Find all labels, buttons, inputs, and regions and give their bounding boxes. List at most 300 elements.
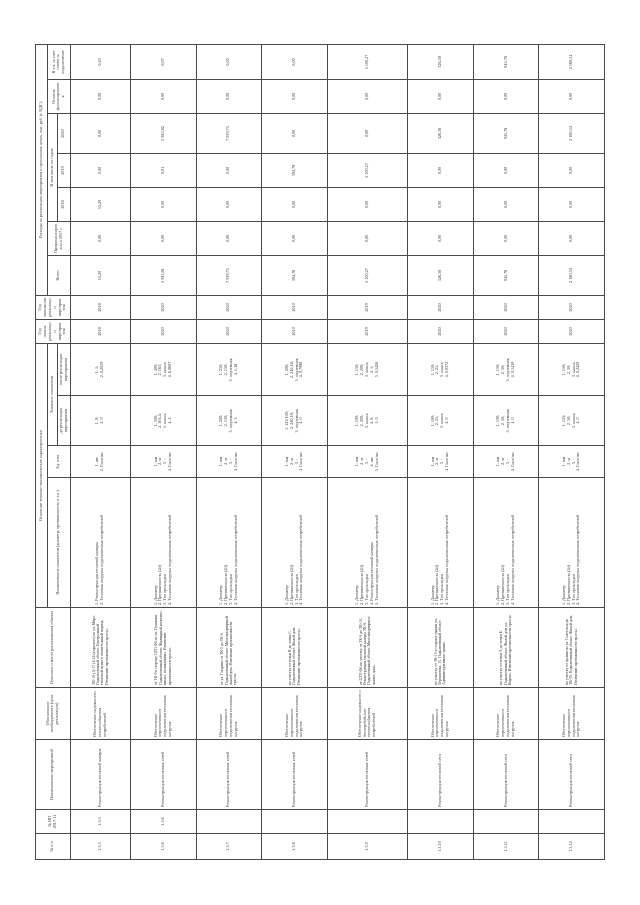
cell-unit	[70, 446, 130, 478]
cell-unit	[196, 446, 262, 478]
cell-total: 5 100,27	[327, 255, 407, 295]
cell-code	[327, 810, 407, 834]
cell-fin_before: 0,00	[262, 221, 328, 255]
cell-line: 3. подземная;	[227, 408, 233, 433]
cell-v2019: 0,00	[70, 153, 130, 187]
cell-line: 3. подземная;	[504, 408, 510, 433]
table-row	[327, 44, 407, 859]
cell-line: 4. 0	[298, 417, 304, 424]
cell-line: 3. Тип прокладки	[363, 574, 369, 605]
cell-line: 4. Тепловая нагрузка подключенных потребителей	[298, 514, 304, 605]
cell-v2020: 2 180,54	[539, 113, 605, 153]
cell-desc: от ТК-9 в сторону ЦТП Ф6 по ул. Пушкина. Подключенный объект: Жилищный комплекс, школа, поликлиника. Изменение протяженности трассы.	[130, 608, 196, 688]
cell-line: 3. Тип прокладки	[227, 574, 233, 605]
cell-num: 1.3.12	[539, 834, 605, 860]
cell-line: 4. Гкал/час	[509, 451, 515, 472]
cell-line: 1. мм	[283, 456, 289, 467]
header-objective: Обоснование необходимости (цель реализации)	[36, 688, 71, 740]
cell-fin_before: 0,00	[130, 221, 196, 255]
cell-unit	[539, 446, 605, 478]
cell-end: 2020	[473, 295, 539, 319]
cell-line: 2. 0,2059	[99, 361, 105, 378]
cell-line: 2. 240,18;	[288, 412, 294, 429]
cell-code: 1.3.3	[70, 810, 130, 834]
cell-fin_before: 0,00	[327, 221, 407, 255]
cell-v2020: 0,00	[327, 113, 407, 153]
header-num: № п/п	[36, 834, 71, 860]
cell-after	[327, 343, 407, 395]
cell-num: 1.3.7	[196, 834, 262, 860]
cell-start: 2019	[327, 319, 407, 343]
cell-line: 1. 125/100;	[283, 410, 289, 431]
cell-after	[70, 343, 130, 395]
cell-line: 4. Тепловая нагрузка подключенных потребителей	[575, 514, 581, 605]
cell-line: 3. канал;	[439, 412, 445, 429]
cell-total: 53,20	[70, 255, 130, 295]
cell-obj: Обеспечение перспективного подключения тепловых нагрузок	[407, 688, 473, 740]
cell-code	[262, 810, 328, 834]
cell-after	[473, 343, 539, 395]
cell-line: 2. 150;	[223, 363, 229, 376]
cell-total: 326,58	[407, 255, 473, 295]
cell-ind	[539, 478, 605, 608]
cell-line: 1. шт.	[94, 456, 100, 467]
cell-line: 1. мм	[495, 456, 501, 467]
cell-line: 2. Протяженность (2d)	[434, 564, 440, 605]
cell-line: 4. 0,0372	[444, 361, 450, 378]
cell-line: 1. 100;	[354, 414, 360, 427]
cell-num: 1.3.3	[70, 834, 130, 860]
cell-desc: от ЦТП-Ф6 по участку от ТК-9 до ТК-10. Реконструкция тепловой камеры ТК-9. Подключенный объект: Многоквартирные жилые дома.	[327, 608, 407, 688]
cell-line: 4. Тепловая нагрузка подключенных потребителей	[232, 514, 238, 605]
cell-obj: Обеспечение перспективного подключения тепловых нагрузок	[262, 688, 328, 740]
cell-tariff: 0,00	[262, 44, 328, 79]
cell-line: 2. 30;	[565, 364, 571, 375]
header-end-year: Год окончания реализации мероприятия	[36, 295, 71, 319]
cell-line: 4. Гкал/час	[298, 451, 304, 472]
cell-end: 2020	[130, 295, 196, 319]
cell-unit	[327, 446, 407, 478]
cell-line: 3. -	[570, 458, 576, 465]
cell-line: 3. -	[439, 458, 445, 465]
cell-line: 4. Гкал/час	[444, 451, 450, 472]
cell-obj: Обеспечение перспективного подключения тепловых нагрузок	[539, 688, 605, 740]
cell-line: 1. 150;	[429, 363, 435, 376]
cell-line: 2. 163,4;	[157, 413, 163, 428]
cell-line: 1. мм	[560, 456, 566, 467]
cell-before	[539, 396, 605, 446]
cell-line: 1. Диаметр	[283, 585, 289, 605]
cell-start: 2020	[473, 319, 539, 343]
cell-line: 3. -	[227, 458, 233, 465]
cell-line: 3. Тип прокладки	[439, 574, 445, 605]
cell-line: 4. Тепловая нагрузка подключенных потребителей	[509, 514, 515, 605]
table-row	[196, 44, 262, 859]
header-group-years: В том числе по годам	[48, 113, 58, 221]
header-code: № ИП 2017-11	[36, 810, 71, 834]
cell-line: 2. 200;	[359, 414, 365, 427]
cell-line: 2. Тепловая нагрузка подключенных потребителей	[99, 514, 105, 605]
cell-line: 2. 21;	[434, 415, 440, 426]
cell-line: 1. 1;	[94, 365, 100, 374]
cell-line: 3. подземная;	[293, 408, 299, 433]
header-year-2018: 2018	[58, 187, 71, 221]
cell-line: 5. Гкал/час	[373, 451, 379, 472]
cell-start: 2020	[407, 319, 473, 343]
cell-line: 4. 6,0607	[167, 361, 172, 378]
cell-obj: Обеспечение перспективного подключения тепловых нагрузок	[130, 688, 196, 740]
cell-v2020: 326,58	[407, 113, 473, 153]
cell-fin_before: 0,00	[539, 221, 605, 255]
cell-v2020: 945,78	[473, 113, 539, 153]
cell-line: 2. 0	[99, 417, 105, 424]
cell-before	[473, 396, 539, 446]
header-after: после реализации мероприятия	[58, 343, 71, 395]
cell-line: 1. 100;	[495, 414, 501, 427]
cell-fin_before: 0,00	[473, 221, 539, 255]
cell-line: 1. 500;	[152, 414, 158, 427]
table-header	[36, 44, 71, 859]
cell-total: 2 180,54	[539, 255, 605, 295]
cell-line: 4. Тепловая нагрузка подключенных потребителей	[167, 514, 172, 605]
cell-end: 2019	[327, 295, 407, 319]
cell-end: 2019	[262, 295, 328, 319]
cell-num: 1.3.10	[407, 834, 473, 860]
cell-line: 4. Тепловая нагрузка подключенных потребителей	[444, 514, 450, 605]
cell-remain: 0,00	[327, 79, 407, 113]
cell-remain: 0,00	[539, 79, 605, 113]
cell-end: 2020	[407, 295, 473, 319]
cell-line: 2. м	[565, 458, 571, 465]
cell-line: 4. Реконструкция тепловой камеры	[368, 542, 374, 605]
header-total: Всего	[48, 255, 71, 295]
cell-name: Реконструкция тепловых сетей	[196, 740, 262, 810]
cell-v2018: 53,20	[70, 187, 130, 221]
cell-after	[539, 343, 605, 395]
cell-unit	[130, 446, 196, 478]
cell-remain: 0,00	[407, 79, 473, 113]
cell-desc: по участку от ТК-15 в сторону здания ул. Лермонтова, 15. Подключенный объект: Административное здание.	[407, 608, 473, 688]
header-year-2020: 2020	[58, 113, 71, 153]
cell-code	[539, 810, 605, 834]
cell-line: 1. Диаметр	[152, 585, 158, 605]
cell-ind	[407, 478, 473, 608]
cell-line: 2. 21;	[434, 364, 440, 375]
header-description: Описание и место расположения объекта	[36, 608, 71, 688]
cell-num: 1.3.6	[130, 834, 196, 860]
cell-remain: 0,00	[196, 79, 262, 113]
cell-num: 1.3.9	[327, 834, 407, 860]
cell-before	[407, 396, 473, 446]
cell-tariff: 945,78	[473, 44, 539, 79]
cell-name: Реконструкция тепловых сетей	[262, 740, 328, 810]
cell-line: 1. 400;	[152, 363, 158, 376]
cell-tariff: 326,58	[407, 44, 473, 79]
cell-total: 7 919,75	[196, 255, 262, 295]
investment-table	[35, 44, 605, 860]
cell-line: 3. подземная;	[227, 357, 233, 382]
cell-v2019: 0,00	[473, 153, 539, 187]
cell-line: 3. подземная;	[293, 357, 299, 382]
cell-line: 1. мм	[218, 456, 224, 467]
cell-line: 3. канал;	[162, 412, 168, 429]
cell-line: 1. 150;	[495, 363, 501, 376]
cell-start: 2019	[262, 319, 328, 343]
header-fin-before: Профинансировано к 2017 г.	[48, 221, 71, 255]
cell-line: 2. Протяженность (2d)	[157, 564, 163, 605]
cell-start: 2018	[70, 319, 130, 343]
header-unit: Ед. изм.	[48, 446, 71, 478]
header-name: Наименование мероприятий	[36, 740, 71, 810]
cell-total: 5 943,81	[130, 255, 196, 295]
cell-line: 2. 50;	[500, 364, 506, 375]
header-tariff: В т.ч. за счет платы за подключение	[48, 44, 71, 79]
header-indicator: Наименование показателя (диаметр, протяженность и т.п.)	[48, 478, 71, 608]
cell-tariff: 2 180,54	[539, 44, 605, 79]
cell-line: 3. Тип прокладки	[162, 574, 168, 605]
cell-v2019: 5 100,27	[327, 153, 407, 187]
cell-end: 2020	[196, 295, 262, 319]
cell-line: 2. м	[288, 458, 294, 465]
cell-end: 2018	[70, 295, 130, 319]
cell-v2019: 0,00	[539, 153, 605, 187]
cell-line: 1. Диаметр	[495, 585, 501, 605]
cell-total: 394,78	[262, 255, 328, 295]
cell-line: 1. 150;	[560, 363, 566, 376]
cell-line: 2. 150;	[223, 414, 229, 427]
cell-name: Реконструкция тепловых сетей	[327, 740, 407, 810]
cell-start: 2020	[196, 319, 262, 343]
cell-line: 2. 163;	[157, 363, 163, 376]
table-row	[539, 44, 605, 859]
cell-line: 3. канал;	[363, 361, 369, 378]
header-before: до реализации мероприятия	[58, 396, 71, 446]
cell-name: Реконструкция тепловой сети	[407, 740, 473, 810]
cell-line: 4. 0	[575, 417, 581, 424]
cell-line: 3. Тип прокладки	[504, 574, 510, 605]
cell-name: Реконструкция тепловой сети	[539, 740, 605, 810]
cell-v2018: 0,00	[262, 187, 328, 221]
cell-v2020: 7 919,75	[196, 113, 262, 153]
cell-line: 1. 200;	[218, 414, 224, 427]
cell-end: 2020	[539, 295, 605, 319]
table-row	[130, 44, 196, 859]
cell-code	[407, 810, 473, 834]
cell-line: 1. Диаметр	[429, 585, 435, 605]
cell-start: 2020	[130, 319, 196, 343]
cell-obj: Обеспечение перспективного подключения тепловых нагрузок	[473, 688, 539, 740]
cell-after	[407, 343, 473, 395]
cell-line: 3. подземная;	[504, 357, 510, 382]
cell-line: 3. канал;	[570, 361, 576, 378]
cell-line: 1. Диаметр	[354, 585, 360, 605]
header-start-year: Год начала реализации мероприятия	[36, 319, 71, 343]
cell-line: 1. Диаметр	[218, 585, 224, 605]
cell-name: Реконструкция тепловой сети	[473, 740, 539, 810]
cell-line: 4. Гкал/час	[575, 451, 581, 472]
cell-tariff: 0,07	[130, 44, 196, 79]
cell-fin_before: 0,00	[70, 221, 130, 255]
cell-tariff: 0,20	[70, 44, 130, 79]
cell-code: 1.3.6	[130, 810, 196, 834]
cell-line: 1. мм	[429, 456, 435, 467]
cell-line: 1. 200;	[283, 363, 289, 376]
cell-line: 4. 4	[167, 417, 172, 424]
cell-after	[196, 343, 262, 395]
cell-line: 5. Тепловая нагрузка подключенных потребителей	[373, 514, 379, 605]
cell-line: 3. Тип прокладки	[570, 574, 576, 605]
cell-line: 5. 0	[373, 417, 379, 424]
cell-num: 1.3.8	[262, 834, 328, 860]
cell-line: 4. 0	[444, 417, 450, 424]
cell-line: 1. Диаметр	[560, 585, 566, 605]
cell-line: 2. м	[157, 458, 163, 465]
cell-v2018: 0,00	[407, 187, 473, 221]
cell-v2018: 0,00	[327, 187, 407, 221]
cell-line: 2. Протяженность (2d)	[500, 564, 506, 605]
cell-v2020: 0,00	[262, 113, 328, 153]
cell-line: 4. 0,2420	[575, 361, 581, 378]
cell-line: 4. 1;	[368, 365, 374, 374]
cell-line: 1. 125;	[560, 414, 566, 427]
table-row	[262, 44, 328, 859]
cell-line: 1. 250;	[218, 363, 224, 376]
cell-v2019: 394,78	[262, 153, 328, 187]
cell-obj: Обеспечение надежного и бесперебойного теплоснабжения потребителей	[327, 688, 407, 740]
cell-line: 1. 150;	[354, 363, 360, 376]
cell-obj: Обеспечение надежности теплоснабжения потребителей	[70, 688, 130, 740]
cell-remain: 0,00	[262, 79, 328, 113]
cell-tariff: 0,00	[196, 44, 262, 79]
cell-code	[196, 810, 262, 834]
cell-obj: Обеспечение перспективного подключения тепловых нагрузок	[196, 688, 262, 740]
cell-line: 2. м	[434, 458, 440, 465]
cell-ind	[196, 478, 262, 608]
cell-line: 3. -	[504, 458, 510, 465]
cell-line: 3. канал;	[162, 361, 168, 378]
cell-v2019: 0,01	[130, 153, 196, 187]
cell-unit	[473, 446, 539, 478]
cell-line: 3. Тип прокладки	[293, 574, 299, 605]
cell-line: 2. Протяженность (2d)	[565, 564, 571, 605]
cell-unit	[407, 446, 473, 478]
cell-remain: 0,00	[473, 79, 539, 113]
cell-desc: ТК-10 (1)-17 (4-24 (в пролете) по ул. Мира. Подключенный объект: Центральный тепловой пункт в отопительный период. Изменение протяженности трассы.	[70, 608, 130, 688]
header-year-2019: 2019	[58, 153, 71, 187]
cell-line: 2. 200;	[359, 363, 365, 376]
cell-desc: по участку от здания по ул. Советская до ТК-35. Подключенный объект: Жилой дом. Изменение протяженности трассы.	[539, 608, 605, 688]
cell-line: 2. Протяженность (2d)	[359, 564, 365, 605]
cell-ind	[473, 478, 539, 608]
cell-code	[473, 810, 539, 834]
rotated-sheet	[35, 45, 605, 860]
cell-before	[196, 396, 262, 446]
cell-line: 4. 3	[232, 417, 238, 424]
cell-line: 4. 0;	[368, 416, 374, 425]
cell-total: 945,78	[473, 255, 539, 295]
cell-line: 4. 0,1410	[509, 361, 515, 378]
cell-v2020: 0,00	[70, 113, 130, 153]
cell-line: 2. 50;	[500, 415, 506, 426]
table-row	[70, 44, 130, 859]
header-remain: Остаток финансирования	[48, 79, 71, 113]
table-row	[407, 44, 473, 859]
cell-before	[327, 396, 407, 446]
cell-line: 2. Гкал/час	[99, 451, 105, 472]
cell-before	[70, 396, 130, 446]
cell-line: 2. м	[223, 458, 229, 465]
cell-after	[130, 343, 196, 395]
cell-v2019: 0,00	[196, 153, 262, 187]
cell-line: 2. 240,18;	[288, 361, 294, 378]
cell-line: 4. 0	[509, 417, 515, 424]
cell-remain: 0,00	[70, 79, 130, 113]
header-group-values: Значение показателя	[48, 343, 58, 445]
cell-desc: по участку от точки В до точки С. Подключенный объект: Жилой дом. Изменение протяженности трассы.	[262, 608, 328, 688]
cell-v2018: 0,00	[130, 187, 196, 221]
cell-desc: по участку от точки А до точки Б. Подключенный объект: Жилой дом ул. Кирова. Изменение протяженности трассы.	[473, 608, 539, 688]
cell-line: 4. Гкал/час	[232, 451, 238, 472]
cell-remain: 0,00	[130, 79, 196, 113]
cell-line: 3. канал;	[439, 361, 445, 378]
cell-ind	[130, 478, 196, 608]
cell-line: 1. 100;	[429, 414, 435, 427]
cell-line: 4. 0,7988	[298, 361, 304, 378]
cell-line: 3. -	[293, 458, 299, 465]
cell-line: 1. мм	[354, 456, 360, 467]
cell-ind	[70, 478, 130, 608]
cell-ind	[262, 478, 328, 608]
header-group-tech: Основные технико-экономические характеристики	[36, 343, 48, 607]
cell-line: 1. Реконструкция тепловой камеры	[94, 542, 100, 605]
cell-fin_before: 0,00	[196, 221, 262, 255]
cell-line: 3. -	[162, 458, 168, 465]
header-group-finance: Расходы на реализацию мероприятия в прогнозных ценах, тыс. руб. (с НДС)	[36, 44, 48, 295]
cell-v2018: 0,00	[196, 187, 262, 221]
cell-desc: от ул. Гагарина от ТК-5 до ТК-6. Подключенный объект: Многоквартирный жилой дом. Изменение протяженности трассы.	[196, 608, 262, 688]
cell-line: 4. Гкал/час	[167, 451, 172, 472]
cell-line: 1. мм	[152, 456, 158, 467]
cell-v2018: 0,00	[539, 187, 605, 221]
cell-line: 2. Протяженность (2d)	[223, 564, 229, 605]
cell-line: 3. -	[363, 458, 369, 465]
cell-before	[262, 396, 328, 446]
cell-line: 4. шт.	[368, 456, 374, 467]
cell-before	[130, 396, 196, 446]
cell-name: Реконструкция тепловых сетей	[130, 740, 196, 810]
cell-after	[262, 343, 328, 395]
cell-line: 2. м	[359, 458, 365, 465]
cell-line: 3. канал;	[570, 412, 576, 429]
cell-line: 3. канал;	[363, 412, 369, 429]
cell-start: 2020	[539, 319, 605, 343]
cell-line: 2. Протяженность (2d)	[288, 564, 294, 605]
cell-line: 2. м	[500, 458, 506, 465]
cell-v2019: 0,00	[407, 153, 473, 187]
cell-fin_before: 0,00	[407, 221, 473, 255]
cell-line: 5. 0,5426	[373, 361, 379, 378]
cell-v2020: 5 943,82	[130, 113, 196, 153]
cell-ind	[327, 478, 407, 608]
cell-name: Реконструкция тепловой камеры	[70, 740, 130, 810]
table-body	[70, 44, 604, 859]
table-row	[473, 44, 539, 859]
cell-unit	[262, 446, 328, 478]
cell-line: 4. 1,18	[232, 363, 238, 376]
cell-num: 1.3.11	[473, 834, 539, 860]
cell-line: 1. 0;	[94, 416, 100, 425]
cell-tariff: 5 100,27	[327, 44, 407, 79]
